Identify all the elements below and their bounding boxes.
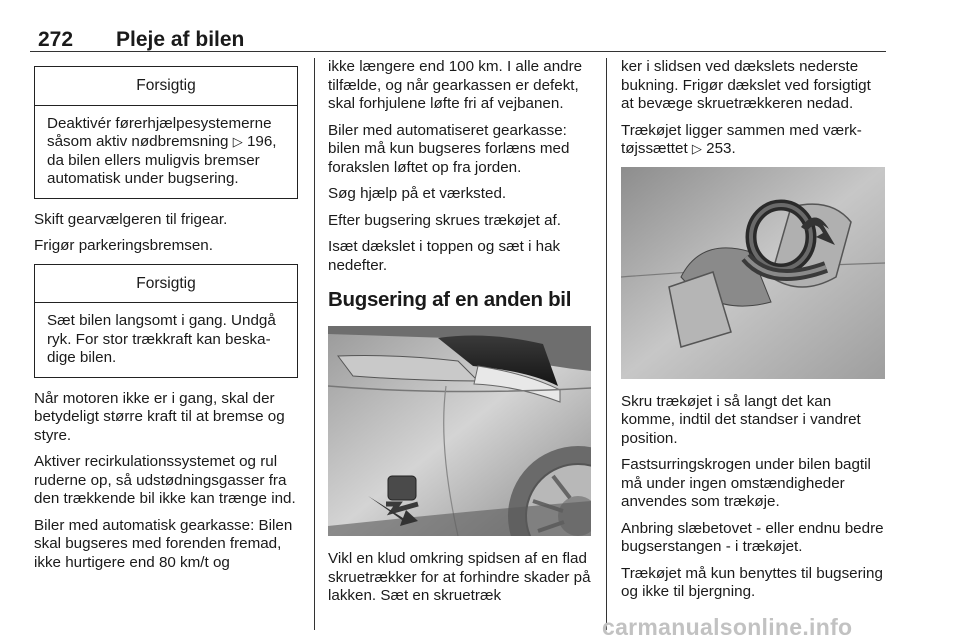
caution-body: Deaktivér førerhjælpesystemerne såsom aktiv nødbremsning ▷ 196, da bilen ellers muligvis bremser automatisk under bugsering.: [47, 114, 277, 187]
page-header: [30, 24, 886, 50]
caution-box-2: [34, 264, 298, 378]
caution-title: Forsigtig: [35, 265, 297, 304]
paragraph: Skru trækøjet i så langt det kan komme, indtil det standser i vandret position.: [621, 392, 861, 447]
paragraph: Frigør parkeringsbremsen.: [34, 237, 213, 254]
paragraph: Biler med automatisk gearkasse: Bilen skal bugseres med forenden fremad, ikke hurtigere end 80 km/t og: [34, 516, 293, 571]
paragraph: Skift gearvælgeren til frigear.: [34, 210, 228, 228]
column-2: [328, 58, 594, 614]
paragraph: Trækøjet ligger sammen med værktøjssættet ▷ 253.: [621, 121, 862, 157]
paragraph: ikke længere end 100 km. I alle andre tilfælde, og når gearkassen er defekt, skal forhjulene løfte fri af vejbanen.: [328, 58, 583, 112]
section-title: Bugsering af en anden bil: [328, 288, 572, 311]
paragraph: ker i slidsen ved dækslets nederste bukning. Frigør dækslet ved forsigtigt at bevæge skruetrækkeren nedad.: [621, 58, 871, 112]
car-rear-photo: [328, 326, 591, 536]
column-divider-right: [606, 58, 607, 630]
paragraph: Vikl en klud omkring spidsen af en flad skruetrækker for at forhindre skader på lakken. Sæt en skruetræk: [328, 550, 591, 604]
paragraph: Biler med automatiseret gearkasse: bilen må kun bugseres forlæns med forakslen løftet op fra jorden.: [328, 121, 570, 176]
paragraph: Efter bugsering skrues trækøjet af.: [328, 211, 561, 229]
page-reference[interactable]: 196: [246, 133, 273, 150]
page-title: Pleje af bilen: [116, 28, 245, 51]
paragraph: Trækøjet må kun benyttes til bugsering og ikke til bjergning.: [621, 564, 883, 600]
column-3: [621, 58, 886, 610]
caution-box-1: [34, 66, 298, 199]
paragraph: Fastsurringskrogen under bilen bagtil må under ingen omstændigheder anvendes som trækøje.: [621, 456, 871, 510]
column-1: [34, 58, 298, 580]
arrow-reference-icon: ▷: [232, 134, 243, 149]
arrow-reference-icon: ▷: [691, 141, 702, 156]
paragraph: Isæt dækslet i toppen og sæt i hak nedefter.: [328, 238, 561, 274]
paragraph: Anbring slæbetovet - eller endnu bedre bugserstangen - i trækøjet.: [621, 519, 884, 555]
column-divider-left: [314, 58, 315, 630]
paragraph: Aktiver recirkulationssystemet og rul ruderne op, så udstødningsgasser fra den trækkende bil ikke kan trænge ind.: [34, 453, 296, 507]
caution-title: Forsigtig: [35, 67, 297, 106]
paragraph: Søg hjælp på et værksted.: [328, 185, 507, 202]
towing-eye-photo: [621, 167, 885, 379]
page-number: 272: [38, 28, 74, 51]
header-rule: [30, 51, 886, 52]
page-reference[interactable]: 253: [706, 140, 732, 157]
paragraph: Når motoren ikke er i gang, skal der betydeligt større kraft til at bremse og styre.: [34, 389, 285, 444]
watermark-text: carmanualsonline.info: [602, 614, 853, 640]
caution-body: Sæt bilen langsomt i gang. Undgå ryk. For stor trækkraft kan beskadige bilen.: [47, 312, 276, 366]
